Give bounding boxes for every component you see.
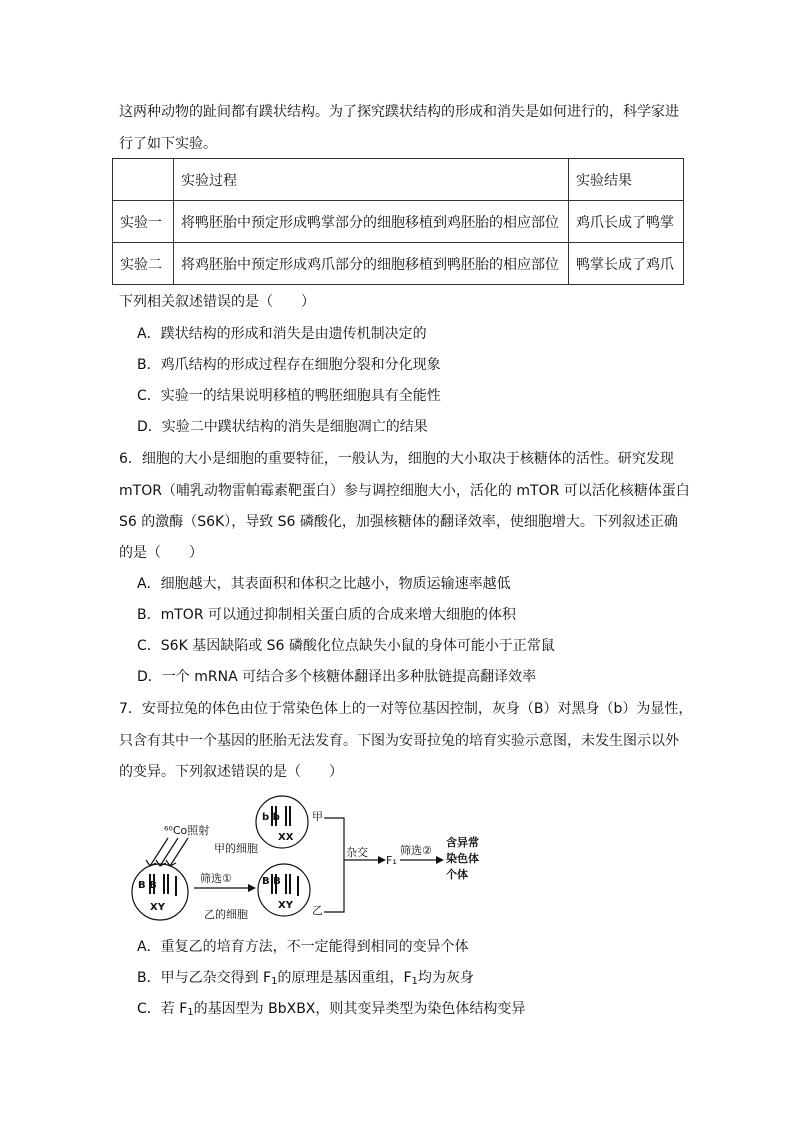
sex-mid: XY xyxy=(278,900,293,911)
q5-option-d: D．实验二中蹼状结构的消失是细胞凋亡的结果 xyxy=(137,419,428,435)
genes-mid: B B xyxy=(262,876,281,887)
jia-cell-label: 甲的细胞 xyxy=(214,842,258,855)
result-line-1: 含异常 xyxy=(446,836,479,849)
table-cell: 将鸭胚胎中预定形成鸭掌部分的细胞移植到鸡胚胎的相应部位 xyxy=(174,201,569,243)
table-cell: 鸡爪长成了鸭掌 xyxy=(569,201,684,243)
intro-line-1: 这两种动物的趾间都有蹼状结构。为了探究蹼状结构的形成和消失是如何进行的，科学家进 xyxy=(119,104,679,120)
jia-label: 甲 xyxy=(312,810,323,823)
cross-arrow-head xyxy=(378,856,386,864)
table-cell: 鸭掌长成了鸡爪 xyxy=(569,243,684,285)
arrow-screen2-head xyxy=(436,856,444,864)
cross-label: 杂交 xyxy=(346,846,368,859)
q5-option-b: B．鸡爪结构的形成过程存在细胞分裂和分化现象 xyxy=(137,357,441,373)
q6-option-b: B．mTOR 可以通过抑制相关蛋白质的合成来增大细胞的体积 xyxy=(137,607,516,623)
breeding-diagram xyxy=(128,790,498,930)
sex-top: XX xyxy=(278,832,294,843)
q7-line-1: 7．安哥拉兔的体色由位于常染色体上的一对等位基因控制，灰身（B）对黑身（b）为显性， xyxy=(119,701,693,717)
q7-c-sub: 1 xyxy=(187,1007,194,1018)
q7-option-a: A．重复乙的培育方法，不一定能得到相同的变异个体 xyxy=(137,939,469,955)
q7-line-2: 只含有其中一个基因的胚胎无法发育。下图为安哥拉兔的培育实验示意图，未发生图示以外 xyxy=(119,733,679,749)
table-cell: 实验二 xyxy=(113,243,174,285)
table-row xyxy=(113,243,684,285)
intro-line-2: 行了如下实验。 xyxy=(119,136,217,152)
q7-c-pre: C．若 F xyxy=(137,1001,188,1017)
q7-b-post: 均为灰身 xyxy=(417,970,474,986)
q7-option-b xyxy=(137,968,474,992)
irradiation-arrows xyxy=(146,838,188,866)
table-header-cell xyxy=(113,159,174,201)
table-cell: 实验一 xyxy=(113,201,174,243)
result-line-3: 个体 xyxy=(446,868,468,881)
q6-line-2: mTOR（哺乳动物雷帕霉素靶蛋白）参与调控细胞大小，活化的 mTOR 可以活化核糖体蛋白 xyxy=(119,483,690,499)
q5-stem: 下列相关叙述错误的是（ ） xyxy=(119,294,315,310)
f1-label: F₁ xyxy=(386,854,397,867)
table-header-cell: 实验过程 xyxy=(174,159,569,201)
q7-b-sub2: 1 xyxy=(411,976,418,987)
result-line-2: 染色体 xyxy=(446,852,479,865)
q7-c-post: 的基因型为 BbXBX，则其变异类型为染色体结构变异 xyxy=(193,1001,526,1017)
cross-bracket xyxy=(324,818,380,912)
q6-line-1: 6．细胞的大小是细胞的重要特征，一般认为，细胞的大小取决于核糖体的活性。研究发现 xyxy=(119,451,674,467)
experiment-table xyxy=(112,158,684,285)
q7-b-sub1: 1 xyxy=(271,976,278,987)
sex-left: XY xyxy=(150,902,165,913)
genes-left: B B xyxy=(138,880,157,891)
screen1-label: 筛选① xyxy=(200,872,232,885)
yi-label: 乙 xyxy=(312,904,323,917)
table-row xyxy=(113,201,684,243)
q7-b-pre: B．甲与乙杂交得到 F xyxy=(137,970,272,986)
q7-b-mid: 的原理是基因重组，F xyxy=(277,970,412,986)
q6-option-d: D．一个 mRNA 可结合多个核糖体翻译出多种肽链提高翻译效率 xyxy=(137,669,537,685)
q7-line-3: 的变异。下列叙述错误的是（ ） xyxy=(119,764,343,780)
q5-option-c: C．实验一的结果说明移植的鸭胚细胞具有全能性 xyxy=(137,388,441,404)
q6-option-a: A．细胞越大，其表面积和体积之比越小，物质运输速率越低 xyxy=(137,576,511,592)
table-header-cell: 实验结果 xyxy=(569,159,684,201)
yi-cell-label: 乙的细胞 xyxy=(204,908,248,921)
q6-line-3: S6 的激酶（S6K），导致 S6 磷酸化，加强核糖体的翻译效率，使细胞增大。下列叙述正确 xyxy=(119,514,678,530)
q5-option-a: A．蹼状结构的形成和消失是由遗传机制决定的 xyxy=(137,326,427,342)
arrow-screen1-head xyxy=(248,884,256,892)
screen2-label: 筛选② xyxy=(400,844,432,857)
table-row xyxy=(113,159,684,201)
table-cell: 将鸡胚胎中预定形成鸡爪部分的细胞移植到鸭胚胎的相应部位 xyxy=(174,243,569,285)
q6-option-c: C．S6K 基因缺陷或 S6 磷酸化位点缺失小鼠的身体可能小于正常鼠 xyxy=(137,638,555,654)
q7-option-c xyxy=(137,999,525,1023)
irradiation-label: ⁶⁰Co照射 xyxy=(164,824,210,837)
q6-line-4: 的是（ ） xyxy=(119,545,203,561)
genes-top: b b xyxy=(262,812,280,823)
